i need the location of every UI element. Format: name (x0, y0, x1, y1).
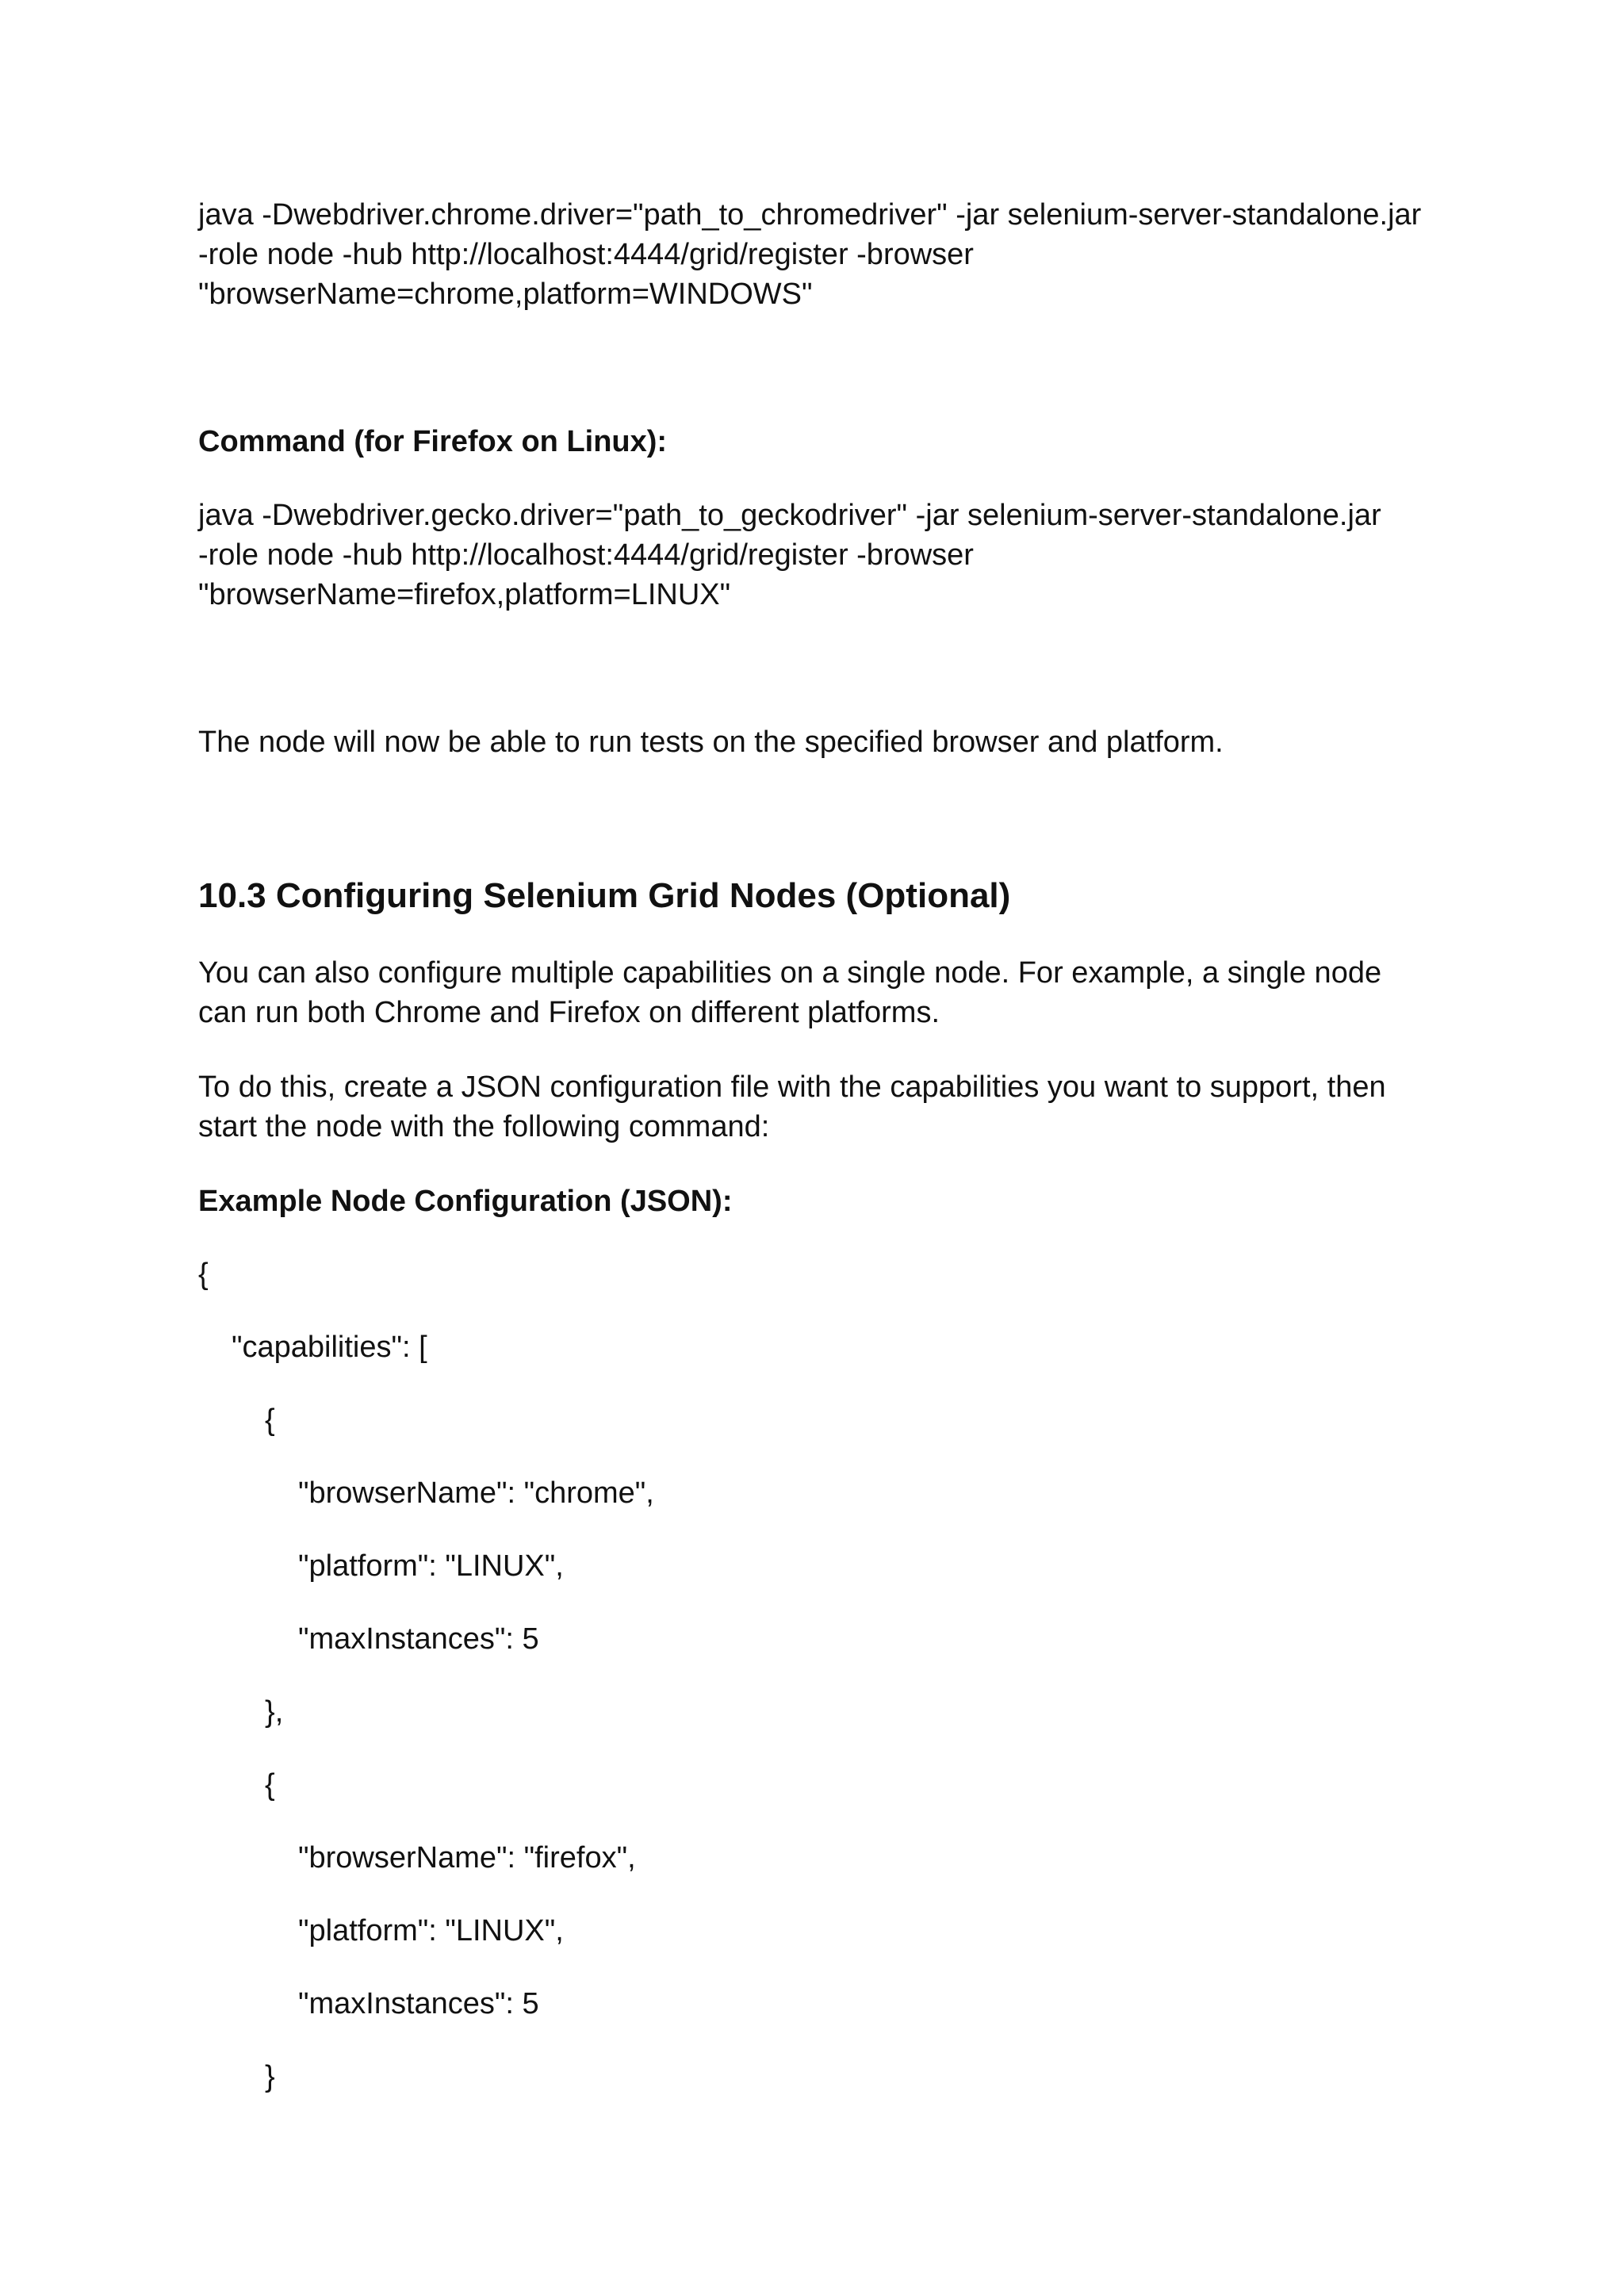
node-note: The node will now be able to run tests on the specified browser and platform. (198, 726, 1224, 759)
firefox-command-block (198, 496, 1381, 615)
firefox-command-label: Command (for Firefox on Linux): (198, 425, 668, 458)
json-line: { (198, 1258, 209, 1291)
paragraph-multiple-capabilities (198, 953, 1381, 1032)
json-example-label: Example Node Configuration (JSON): (198, 1185, 733, 1218)
json-line: "browserName": "chrome", (298, 1476, 654, 1510)
json-line: "browserName": "firefox", (298, 1841, 636, 1875)
chrome-command-line-1: java -Dwebdriver.chrome.driver="path_to_chromedriver" -jar selenium-server-standalone.jar (198, 198, 1422, 232)
json-line: { (265, 1404, 275, 1437)
firefox-command-line-3: "browserName=firefox,platform=LINUX" (198, 578, 731, 611)
chrome-command-block (198, 195, 1421, 314)
chrome-command-line-2: -role node -hub http://localhost:4444/grid/register -browser (198, 238, 974, 271)
json-line: "platform": "LINUX", (298, 1549, 564, 1583)
paragraph-1-line-2: can run both Chrome and Firefox on different platforms. (198, 996, 940, 1029)
paragraph-2-line-2: start the node with the following command: (198, 1110, 770, 1143)
firefox-command-line-1: java -Dwebdriver.gecko.driver="path_to_geckodriver" -jar selenium-server-standalone.jar (198, 499, 1381, 532)
paragraph-1-line-1: You can also configure multiple capabilities on a single node. For example, a single node (198, 956, 1382, 990)
chrome-command-line-3: "browserName=chrome,platform=WINDOWS" (198, 278, 813, 311)
section-heading: 10.3 Configuring Selenium Grid Nodes (Optional) (198, 876, 1011, 915)
firefox-command-line-2: -role node -hub http://localhost:4444/grid/register -browser (198, 538, 974, 572)
json-line: { (265, 1768, 275, 1802)
json-line: "capabilities": [ (232, 1331, 427, 1364)
json-line: "platform": "LINUX", (298, 1914, 564, 1947)
json-line: "maxInstances": 5 (298, 1622, 539, 1656)
paragraph-2-line-1: To do this, create a JSON configuration file with the capabilities you want to support, then (198, 1070, 1386, 1104)
paragraph-json-instructions (198, 1067, 1386, 1147)
json-line: "maxInstances": 5 (298, 1987, 539, 2020)
json-line: }, (265, 1695, 284, 1729)
json-line: } (265, 2060, 275, 2093)
